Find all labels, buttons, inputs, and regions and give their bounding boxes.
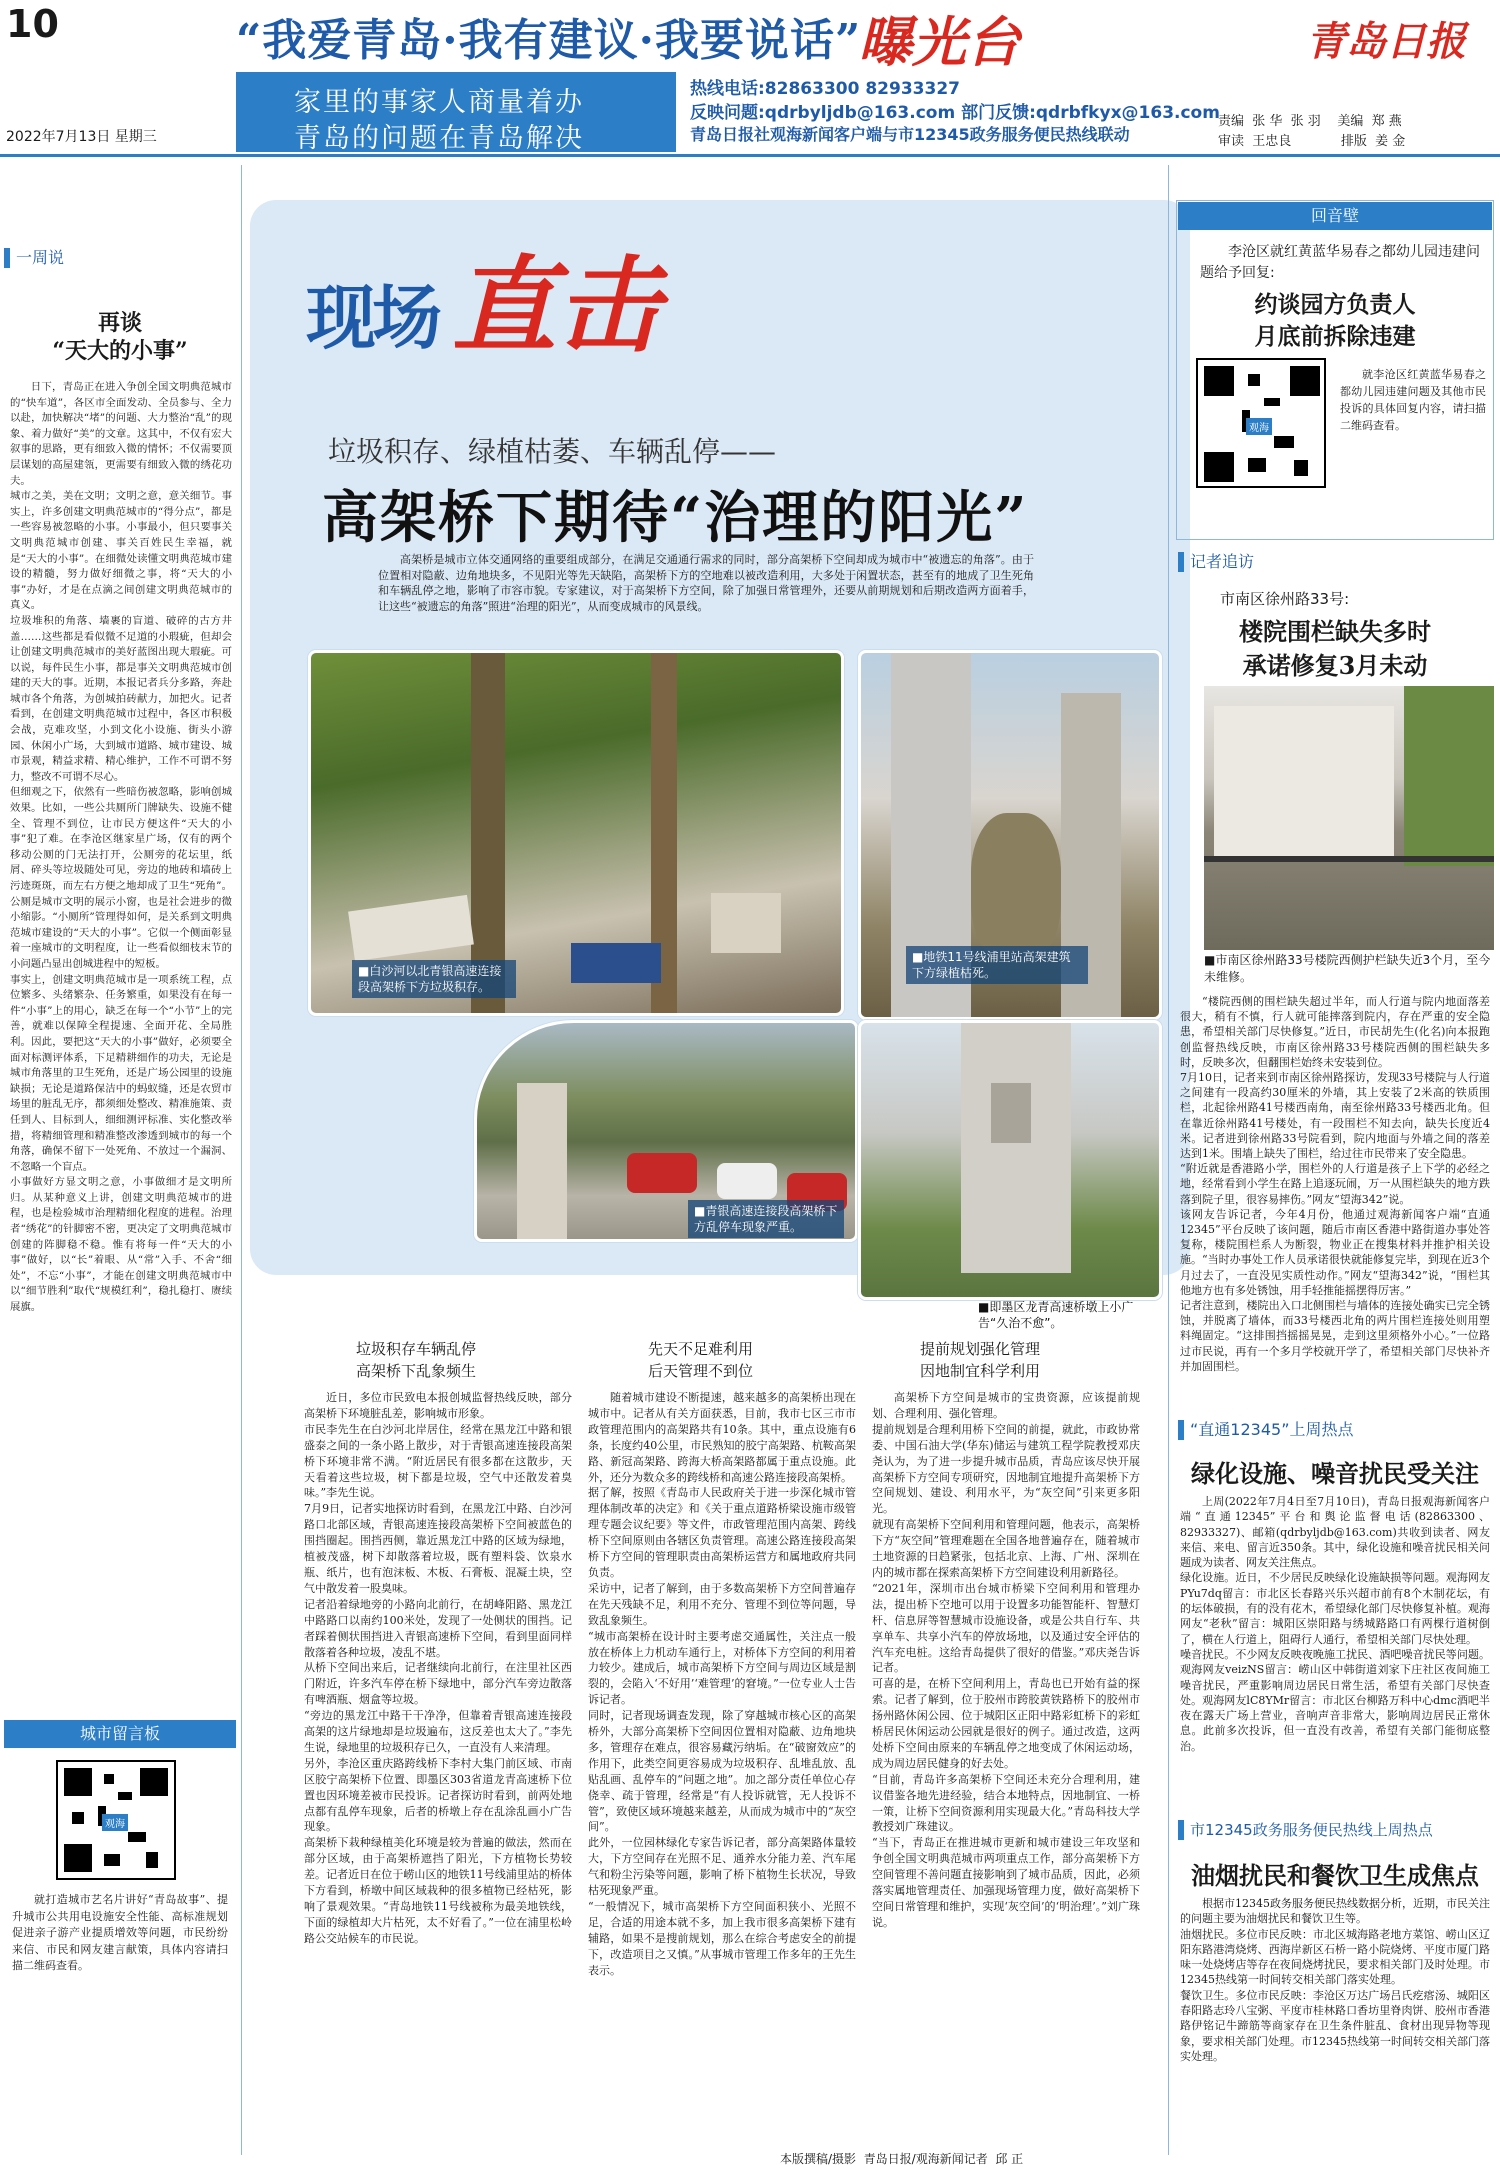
photo-bridge-pier-ads: [858, 1020, 1162, 1300]
banner-brand: 曝光台: [858, 10, 1020, 74]
left-title-1: 再谈: [97, 310, 142, 336]
slogan-line2: 青岛的问题在青岛解决: [294, 123, 584, 154]
echo-qr-label: 观海: [1246, 418, 1272, 435]
hotspot-tag: “直通12345”上周热点: [1178, 1420, 1353, 1440]
oil-body: 根据市12345政务服务便民热线数据分析，近期，市民关注的问题主要为油烟扰民和餐饮卫生等。 油烟扰民。多位市民反映：市北区城海路老地方菜馆、崂山区辽阳东路港湾烧烤、西海岸新区石桥一路小院烧烤、平度市厦门路味一处烧烤店等存在夜间烧烤扰民，要求相关部门及时处理。市12345热线第一时间转交相关部门落实处理。 餐饮卫生。多位市民反映：李沧区万达广场吕氏疙瘩汤、城阳区春阳路志玲八宝粥、平度市桂林路口香坊里脊肉饼、胶州市香港路伊铭记牛蹄筋等商家存在卫生条件脏乱、食材出现异物等现象，要求相关部门处理。市12345热线第一时间转交相关部门落实处理。: [1180, 1897, 1490, 2063]
hotspot-body: 上周(2022年7月4日至7月10日)，青岛日报观海新闻客户端“直通12345”平台和舆论监督电话(82863300、82933327)、邮箱(qdrbyljdb@163.com)共收到读者、网友来信、来电、留言近350条。其中，绿化设施和噪音扰民相关问题成为读者、网友关注焦点。 绿化设施。近日，不少居民反映绿化设施缺损等问题。观海网友PYu7dq留言：市北区长春路兴乐兴超市前有8个木制花坛，有的坛体破损，有的没有花木，希望绿化部门尽快修复补植。观海网友“老秋”留言：城阳区崇阳路与绣城路路口有两棵行道树倒了，横在人行道上，阻碍行人通行，希望相关部门尽快处理。 噪音扰民。不少网友反映夜晚施工扰民、酒吧噪音扰民等问题。观海网友veizNS留言：崂山区中韩街道刘家下庄社区夜间施工噪音扰民，严重影响周边居民日常生活，希望有关部门尽快查处。观海网友lC8YMr留言：市北区台柳路万科中心dmc酒吧半夜在露天广场上营业，音响声音非常大，影响周边居民正常休息。此前多次投诉，但一直没有改善，希望有关部门能彻底整治。: [1180, 1495, 1490, 1753]
board-text: 就打造城市艺名片讲好“青岛故事”、提升城市公共用电设施安全性能、高标准规划促进亲子游产业提质增效等问题，市民纷纷来信、市民和网友建言献策，具体内容请扫描二维码查看。: [12, 1893, 228, 1972]
editors-line1: 责编 张 华 张 羽 美编 郑 燕: [1218, 114, 1402, 129]
slogan-line1: 家里的事家人商量着办: [294, 87, 584, 118]
echo-title-2: 月底前拆除违建: [1254, 323, 1416, 350]
hotline-tag: 市12345政务服务便民热线上周热点: [1178, 1820, 1433, 1840]
weekly-tag: 一周说: [4, 248, 64, 268]
board-qr-code[interactable]: [56, 1760, 176, 1880]
caption-photo2: ■地铁11号线浦里站高架建筑下方绿植枯死。: [906, 946, 1088, 984]
follow-title-1: 楼院围栏缺失多时: [1239, 617, 1431, 646]
echo-title-1: 约谈园方负责人: [1254, 291, 1416, 318]
page-number: 10: [6, 2, 59, 46]
page-footer: 本版撰稿/摄影 青岛日报/观海新闻记者 邱 正: [780, 2152, 1024, 2166]
oil-title: 油烟扰民和餐饮卫生成焦点: [1191, 1861, 1479, 1890]
section-head-2b: 后天管理不到位: [648, 1362, 754, 1380]
issue-date: 2022年7月13日 星期三: [6, 129, 157, 145]
section-head-1a: 垃圾积存车辆乱停: [356, 1340, 477, 1358]
masthead-rule: [0, 154, 1500, 157]
follow-up-tag: 记者追访: [1178, 552, 1254, 572]
echo-wall-tag-label: 回音壁: [1310, 206, 1359, 225]
follow-photo-caption: ■市南区徐州路33号楼院西侧护栏缺失近3个月，至今未维修。: [1204, 953, 1491, 984]
hotspot-title: 绿化设施、噪音扰民受关注: [1191, 1459, 1479, 1488]
echo-qr-code[interactable]: [1196, 358, 1326, 488]
linkage-line: 青岛日报社观海新闻客户端与市12345政务服务便民热线联动: [690, 125, 1130, 144]
echo-kicker: 李沧区就红黄蓝华易春之都幼儿园违建问题给予回复:: [1200, 244, 1480, 281]
feature-col3: 高架桥下方空间是城市的宝贵资源，应该提前规划、合理利用、强化管理。 提前规划是合理利用桥下空间的前提，就此，市政协常委、中国石油大学(华东)储运与建筑工程学院教授邓庆尧认为，为了进一步提升城市品质，青岛应该尽快开展高架桥下方空间专项研究，因地制宜地提升高架桥下方空间规划、建设、利用水平，为“灰空间”引来更多阳光。 就现有高架桥下空间利用和管理问题，他表示，高架桥下方“灰空间”管理难题在全国各地普遍存在，随着城市土地资源的日趋紧张，包括北京、上海、广州、深圳在内的城市都在探索高架桥下方空间建设利用新路径。 “2021年，深圳市出台城市桥梁下空间利用和管理办法，提出桥下空地可以用于设置多功能智能杆、智慧灯杆、信息屏等智慧城市设施设备，或是公共自行车、共享单车、共享小汽车的停放场地，以及通过安全评估的汽车充电桩。这给青岛提供了很好的借鉴。”邓庆尧告诉记者。 可喜的是，在桥下空间利用上，青岛也已开始有益的探索。记者了解到，位于胶州市跨胶黄铁路桥下的胶州市扬州路休闲公园、位于城阳区正阳中路彩虹桥下的彩虹桥居民休闲运动公园就是很好的例子。通过改造，这两处桥下空间由原来的车辆乱停之地变成了休闲运动场，成为周边居民健身的好去处。 “目前，青岛许多高架桥下空间还未充分合理利用，建议借鉴各地先进经验，结合本地特点，因地制宜、一桥一策，让桥下空间资源利用实现最大化。”青岛科技大学教授刘广珠建议。 “当下，青岛正在推进城市更新和城市建设三年攻坚和争创全国文明典范城市两项重点工作，部分高架桥下方空间管理不善问题直接影响到了城市品质，因此，必须落实属地管理责任、加强现场管理力度，做好高架桥下空间日常管理和维护，实现‘灰空间’的‘明治理’。”刘广珠说。: [872, 1391, 1140, 1929]
follow-kicker: 市南区徐州路33号:: [1220, 590, 1350, 608]
photo-missing-railing: [1204, 686, 1494, 950]
editors-line2: 审读 王忠良 排版 姜 金: [1218, 134, 1406, 149]
feature-col2: 随着城市建设不断提速，越来越多的高架桥出现在城市中。记者从有关方面获悉，目前，我市七区三市市政管理范围内的高架路共有10条。其中，重点设施有6条，长度约40公里，市民熟知的胶宁高架路、杭鞍高架路、新冠高架路、跨海大桥高架路都属于重点设施。此外，还分为数众多的跨线桥和高速公路连接段高架桥。 据了解，按照《青岛市人民政府关于进一步深化城市管理体制改革的决定》和《关于重点道路桥梁设施市级管理专题会议纪要》等文件，市政管理范围内高架、跨线桥下空间原则由各辖区负责管理。高速公路连接段高架桥下方空间的管理职责由高架桥运营方和属地政府共同负责。 采访中，记者了解到，由于多数高架桥下方空间普遍存在先天残缺不足，利用不充分、管理不到位等问题，导致乱象频生。 “城市高架桥在设计时主要考虑交通属性，关注点一般放在桥体上力机动车通行上，对桥体下方空间的利用着力较少。建成后，城市高架桥下方空间与周边区域是割裂的，会陷入‘不好用’‘难管理’的窘境。”一位专业人士告诉记者。 同时，记者现场调查发现，除了穿越城市核心区的高架桥外，大部分高架桥下空间因位置相对隐蔽、边角地块多，管理存在难点，很容易藏污纳垢。在“破窗效应”的作用下，此类空间更容易成为垃圾积存、乱堆乱放、乱贴乱画、乱停车的“问题之地”。加之部分责任单位心存侥幸、疏于管理，经常是“有人投诉就管，无人投诉不管”，致使区域环境越来越差，从而成为城市中的“灰空间”。 此外，一位园林绿化专家告诉记者，部分高架路体量较大，下方空间存在光照不足、通养水分能力差、汽车尾气和粉尘污染等问题，影响了桥下植物生长状况，导致枯死现象严重。 “一般情况下，城市高架桥下方空间面积狭小、光照不足，合适的用途本就不多，加上我市很多高架桥下建有辅路，如果不是搜前规划，那么在综合考虑安全的前提下，改造项目之又慎。”从事城市管理工作多年的王先生表示。: [588, 1391, 856, 1977]
right-col-divider: [1168, 165, 1169, 2155]
section-head-3a: 提前规划强化管理: [920, 1340, 1041, 1358]
hotline: 热线电话:82863300 82933327: [690, 79, 960, 99]
banner-title: “我爱青岛·我有建议·我要说话”: [236, 15, 862, 66]
feature-lead: 高架桥是城市立体交通网络的重要组成部分，在满足交通通行需求的同时，部分高架桥下空间却成为城市中“被遗忘的角落”。由于位置相对隐蔽、边角地块多，不见阳光等先天缺陷，高架桥下方的空地难以被改造利用，大多处于闲置状态，甚至有的地成了卫生死角和车辆乱停之地，影响了市容市貌。专家建议，对于高架桥下方空间，除了加强日常管理外，还要从前期规划和后期改造两方面着手，让这些“被遗忘的角落”照进“治理的阳光”，从而变成城市的风景线。: [378, 553, 1034, 613]
echo-note: 就李沧区红黄蓝华易春之都幼儿园违建问题及其他市民投诉的具体回复内容，请扫描二维码查看。: [1340, 368, 1486, 432]
feature-col1: 近日，多位市民致电本报创城监督热线反映，部分高架桥下环境脏乱差，影响城市形象。 市民李先生在白沙河北岸居住，经常在黑龙江中路和银盛泰之间的一条小路上散步，对于青银高速连接段高架桥下环境非常不满。“附近居民有很多都在这散步，天天看着这些垃圾，树下都是垃圾，空气中还散发着臭味。”李先生说。 7月9日，记者实地探访时看到，在黑龙江中路、白沙河路口北部区域，青银高速连接段高架桥下空间被蓝色的围挡圈起。围挡西侧，靠近黑龙江中路的区域为绿地，植被茂盛，树下却散落着垃圾，既有塑料袋、饮泉水瓶、纸片，也有泡沫板、木板、石膏板、混凝土块，空气中散发着一股臭味。 记者沿着绿地旁的小路向北前行，在胡峰阳路、黑龙江中路路口以南约100米处，发现了一处侧状的围挡。记者踩着侧状围挡进入青银高速桥下空间，看到里面同样散落着各种垃圾，凌乱不堪。 从桥下空间出来后，记者继续向北前行，在注里社区西门附近，许多汽车停在桥下绿地中，部分汽车旁边散落有啤酒瓶、烟盒等垃圾。 “旁边的黑龙江中路干干净净，但靠着青银高速连接段高架的这片绿地却是垃圾遍布，这反差也太大了。”李先生说，绿地里的垃圾积存已久，一直没有人来清理。 另外，李沧区重庆路跨线桥下李村大集门前区域、市南区胶宁高架桥下位置、即墨区303省道龙青高速桥下位置也因环境差被市民投诉。记者探访时看到，前两处地点都有乱停车现象，后者的桥墩上存在乱涂乱画小广告现象。 高架桥下栽种绿植美化环境是较为普遍的做法，然而在部分区域，由于高架桥遮挡了阳光，下方植物长势较差。记者近日在位于崂山区的地铁11号线浦里站的桥体下方看到，桥墩中间区域栽种的很多植物已经枯死，影响了景观效果。“青岛地铁11号线被称为最美地铁线，下面的绿植却大片枯死，太不好看了。”一位在浦里松岭路公交站候车的市民说。: [304, 1391, 572, 1945]
follow-body: “楼院西侧的围栏缺失超过半年，而人行道与院内地面落差很大，稍有不慎，行人就可能摔落到院内，存在严重的安全隐患，希望相关部门尽快修复。”近日，市民胡先生(化名)向本报跑创监督热线反映，市南区徐州路33号楼院西侧的围栏缺失多时，反映多次，但翻围栏始终未安装到位。 7月10日，记者来到市南区徐州路探访，发现33号楼院与人行道之间建有一段高约30厘米的外墙，其上安装了2米高的铁质围栏，北起徐州路41号楼西南角，南至徐州路33号楼西北角。但在靠近徐州路41号楼处，有一段围栏不知去向，缺失长度近4米。记者进到徐州路33号院看到，院内地面与外墙之间的落差达到1米。围墙上缺失了围栏，给过往市民带来了安全隐患。 “附近就是香港路小学，围栏外的人行道是孩子上下学的必经之地，经常看到小学生在路上追逐玩闹，万一从围栏缺失的地方跌落到院子里，很容易摔伤。”网友“望海342”说。 该网友告诉记者，今年4月份，他通过观海新闻客户端“直通12345”平台反映了该问题，随后市南区香港中路街道办事处答复称，楼院围栏系人为断裂，物业正在搜集材料并推护相关设施。“当时办事处工作人员承诺很快就能修复完毕，到现在近3个月过去了，一直没见实质性动作。”网友“望海342”说，“围栏其他地方也有多处锈蚀，用手轻推能摇摆得厉害。” 记者注意到，楼院出入口北侧围栏与墙体的连接处确实已完全锈蚀，并脱离了墙体，而33号楼西北角的两片围栏连接处则用塑料绳固定。“这排围挡摇摇晃晃，走到这里须格外小心。”一位路过市民说，再有一个多月学校就开学了，希望相关部门尽快补齐并加固围栏。: [1180, 995, 1490, 1373]
left-title-2: “天大的小事”: [52, 338, 188, 364]
caption-photo4: ■即墨区龙青高速桥墩上小广告“久治不愈”。: [978, 1300, 1134, 1330]
follow-title-2: 承诺修复3月未动: [1242, 651, 1428, 680]
section-head-1b: 高架桥下乱象频生: [356, 1362, 477, 1380]
weekly-commentary-body: 日下，青岛正在进入争创全国文明典范城市的“快车道”，各区市全面发动、全员参与、全力以赴，加快解决“堵”的问题、大力整治“乱”的现象、着力做好“美”的文章。这其中，不仅有宏大叙事的思路，更有细致入微的情怀；不仅需要顶层谋划的高屋建瓴，更需要有细致入微的绣花功夫。 城市之美，美在文明；文明之意，意关细节。事实上，许多创建文明典范城市的“得分点”，都是一些容易被忽略的小事。小事最小，但只要事关文明典范城市创建、事关百姓民生幸福，就是“天大的小事”。在细微处读懂文明典范城市建设的精髓，努力做好细微之事，将“天大的小事”办好，才是在点滴之间创建文明典范城市的真义。 垃圾堆积的角落、墙裹的盲道、破碎的古方井盖……这些都是看似微不足道的小瑕疵，但却会让创建文明典范城市的美好蓝图出现大瑕疵。可以说，每件民生小事，都是事关文明典范城市创建的天大的事。近期，本报记者兵分多路，奔赴城市各个角落，为创城拍砖献力，加把火。记者看到，在创建文明典范城市过程中，各区市积极会战，克难攻坚，小到文化小设施、街头小游园、休闲小广场，大到城市道路、城市建设、城市景观，精益求精、精心维护，工作不可谓不努力，整改不可谓不尽心。 但细观之下，依然有一些暗伤被忽略，影响创城效果。比如，一些公共厕所门牌缺失、设施不健全、管理不到位，让市民方便这件“天大的小事”犯了难。在李沧区继家星广场，仅有的两个移动公厕的门无法打开，公厕旁的花坛里，纸屑、碎头等垃圾随处可见，旁边的地砖和墙砖上污迹斑斑，而左右方便之地却成了卫生“死角”。公厕是城市文明的展示小窗，也是社会进步的微小缩影。“小厕所”管理得如何，是关系到文明典范城市建设的“天大的小事”。它似一个侧面彰显着一座城市的文明程度，让一些看似细枝末节的小问题凸显出创城进程中的短板。 事实上，创建文明典范城市是一项系统工程，点位繁多、头绪繁杂、任务繁重，如果没有在每一件“小事”上的用心，缺乏在每一个“小节”上的完善，就难以保障全程提速、全面开花、全局胜利。因此，要把这“天大的小事”做好，必须要全面对标测评体系，下足精耕细作的功夫，无论是城市角落里的卫生死角，还是广场公园里的设施缺损；无论是道路保洁中的蚂蚁缝，还是农贸市场里的脏乱无序，都须细处整改、精准施策、责任到人、目标到人，细细测评标准、实化整改举措，将精细管理和精准整改渗透到城市的每一个角落，确保不留下一处死角、不放过一个漏洞、不忽略一个盲点。 小事做好方显文明之意，小事做细才是文明所归。从某种意义上讲，创建文明典范城市的进程，也是检验城市治理精细化程度的进程。治理者“绣花”的针脚密不密，更决定了文明典范城市创建的阵脚稳不稳。惟有将每一件“天大的小事”做好，以“长”着眼、从“常”入手、不舍“细处”，不忘“小事”，才能在创建文明典范城市中以“细节胜利”取代“规模红利”，稳扎稳打、赓续展旗。: [10, 381, 232, 1314]
section-head-3b: 因地制宜科学利用: [920, 1362, 1041, 1380]
caption-photo1: ■白沙河以北青银高速连接段高架桥下方垃圾积存。: [352, 960, 516, 998]
feature-subtitle: 垃圾积存、绿植枯萎、车辆乱停——: [328, 435, 777, 468]
feature-stamp-2: 直击: [452, 244, 661, 367]
feature-title: 高架桥下期待“治理的阳光”: [322, 485, 1029, 551]
reflect-email: 反映问题:qdrbyljdb@163.com 部门反馈:qdrbfkyx@163.com: [690, 103, 1220, 123]
caption-photo3: ■青银高速连接段高架桥下方乱停车现象严重。: [688, 1200, 844, 1238]
paper-logo: 青岛日报: [1306, 18, 1466, 65]
board-qr-label: 观海: [102, 1814, 128, 1831]
board-tag-label: 城市留言板: [79, 1724, 160, 1743]
feature-stamp-1: 现场: [306, 276, 438, 359]
section-head-2a: 先天不足难利用: [648, 1340, 754, 1358]
left-col-divider: [241, 165, 242, 2155]
